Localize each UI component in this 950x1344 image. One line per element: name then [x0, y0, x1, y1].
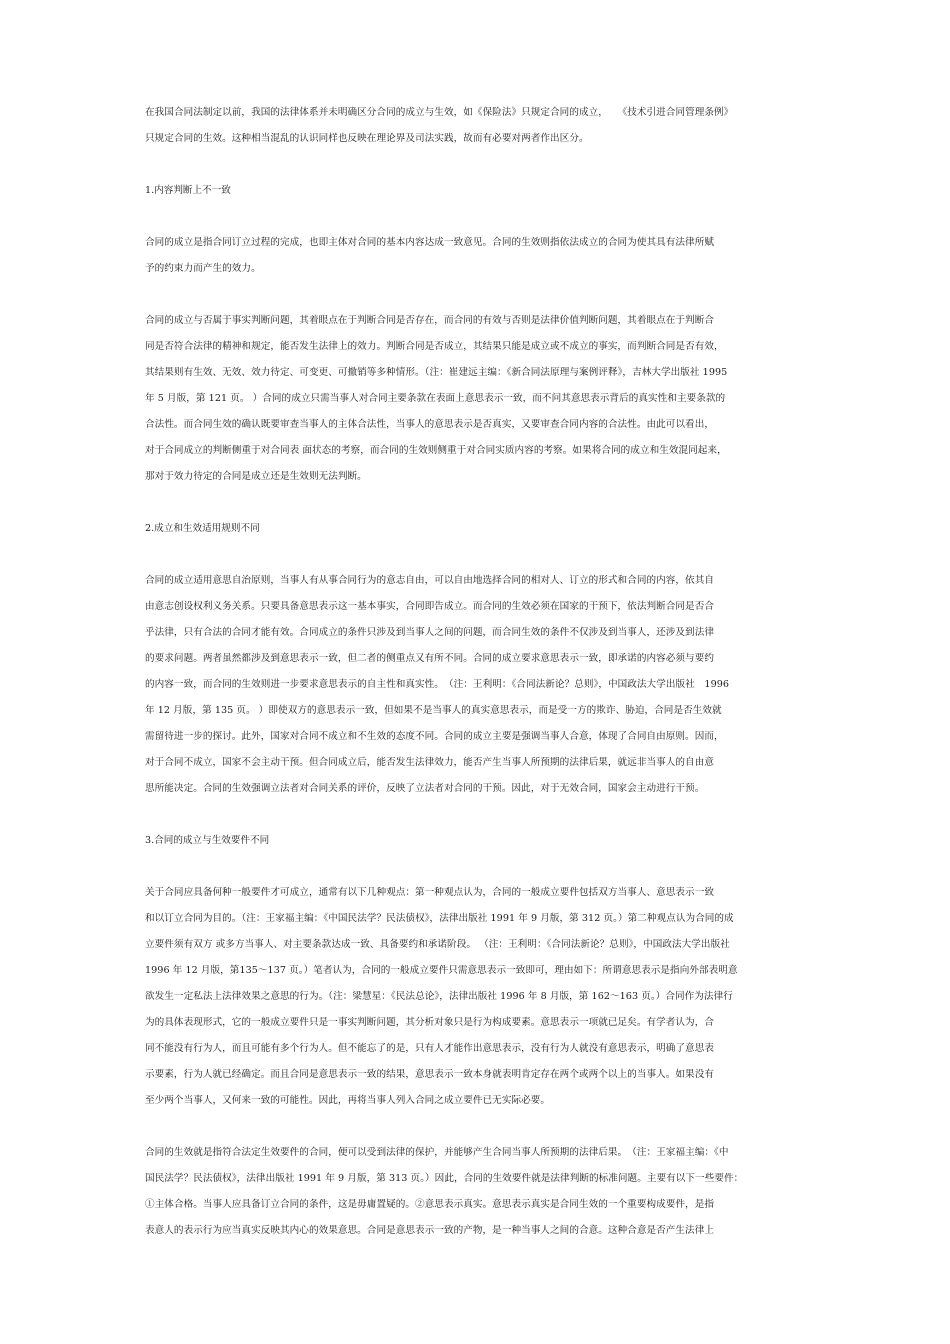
text-line: 为的具体表现形式，它的一般成立要件只是一事实判断问题，其分析对象只是行为构成要素。意思表示一项就已足矣。有学者认为，合 [145, 1017, 714, 1028]
text-line: 在我国合同法制定以前，我国的法律体系并未明确区分合同的成立与生效，如《保险法》只规定合同的成立， 《技术引进合同管理条例》 [145, 107, 734, 118]
text-line: 对于合同成立的判断侧重于对合同表 面状态的考察，而合同的生效则侧重于对合同实质内容的考察。如果将合同的成立和生效混同起来， [145, 445, 727, 456]
section-heading-2: 2.成立和生效适用规则不同 [145, 523, 260, 534]
section3-paragraph-2 [145, 1140, 810, 1244]
text-line: 合同的生效就是指符合法定生效要件的合同，便可以受到法律的保护，并能够产生合同当事人所预期的法律后果。 （注：王家福主编：《中 [145, 1147, 729, 1158]
document-page [145, 100, 810, 1244]
text-line: 关于合同应具备何种一般要件才可成立，通常有以下几种观点：第一种观点认为，合同的一般成立要件包括双方当事人、意思表示一致 [145, 887, 714, 898]
text-line: 国民法学？民法债权》，法律出版社 1991 年 9 月版，第 313 页。）因此，合同的生效要件就是法律判断的标准问题。主要有以下一些要件： [145, 1173, 744, 1184]
text-line: 同是否符合法律的精神和规定，能否发生法律上的效力。判断合同是否成立，其结果只能是成立或不成立的事实，而判断合同是否有效， [145, 341, 724, 352]
text-line: 表意人的表示行为应当真实反映其内心的效果意思。合同是意思表示一致的产物，是一种当事人之间的合意。这种合意是否产生法律上 [145, 1225, 714, 1236]
section2-paragraph-1 [145, 568, 810, 802]
text-line: 予的约束力而产生的效力。 [145, 263, 261, 274]
text-line: 欲发生一定私法上法律效果之意思的行为。（注：梁慧星：《民法总论》，法律出版社 1996 年 8 月版，第 162～163 页。）合同作为法律行 [145, 991, 733, 1002]
section3-paragraph-1 [145, 880, 810, 1114]
text-line: 的要求问题。两者虽然都涉及到意思表示一致，但二者的侧重点又有所不同。合同的成立要求意思表示一致，即承诺的内容必须与要约 [145, 653, 714, 664]
text-line: 对于合同不成立，国家不会主动干预。但合同成立后，能否发生法律效力，能否产生当事人所预期的法律后果，就远非当事人的自由意 [145, 757, 714, 768]
section1-paragraph-2 [145, 308, 810, 490]
text-line: 和以订立合同为目的。（注：王家福主编：《中国民法学？民法债权》，法律出版社 1991 年 9 月版，第 312 页。）第二种观点认为合同的成 [145, 913, 734, 924]
paragraph-gap [145, 490, 810, 516]
text-line: 那对于效力待定的合同是成立还是生效则无法判断。 [145, 471, 367, 482]
paragraph-gap [145, 282, 810, 308]
text-line: 思所能决定。合同的生效强调立法者对合同关系的评价，反映了立法者对合同的干预。因此，对于无效合同，国家会主动进行干预。 [145, 783, 705, 794]
text-line: 只规定合同的生效。这种相当混乱的认识同样也反映在理论界及司法实践，故而有必要对两者作出区分。 [145, 133, 589, 144]
text-line: 乎法律，只有合法的合同才能有效。合同成立的条件只涉及到当事人之间的问题，而合同生效的条件不仅涉及到当事人，还涉及到法律 [145, 627, 714, 638]
text-line: 同不能没有行为人，而且可能有多个行为人。但不能忘了的是，只有人才能作出意思表示，没有行为人就没有意思表示，明确了意思表 [145, 1043, 714, 1054]
intro-paragraph [145, 100, 810, 152]
text-line: 其结果则有生效、无效、效力待定、可变更、可撤销等多种情形。（注：崔建远主编：《新合同法原理与案例评释》，吉林大学出版社 1995 [145, 367, 728, 378]
text-line: 需留待进一步的探讨。此外，国家对合同不成立和不生效的态度不同。合同的成立主要是强调当事人合意，体现了合同自由原则。因而， [145, 731, 724, 742]
paragraph-gap [145, 802, 810, 828]
paragraph-gap [145, 1114, 810, 1140]
paragraph-gap [145, 152, 810, 178]
section-heading-1: 1.内容判断上不一致 [145, 185, 231, 196]
text-line: 年 12 月版，第 135 页。 ）即使双方的意思表示一致，但如果不是当事人的真实意思表示，而是受一方的欺诈、胁迫，合同是否生效就 [145, 705, 722, 716]
text-line: 由意志创设权利义务关系。只要具备意思表示这一基本事实，合同即告成立。而合同的生效必须在国家的干预下，依法判断合同是否合 [145, 601, 714, 612]
text-line: 立要件须有双方 或多方当事人、对主要条款达成一致、具备要约和承诺阶段。 （注：王利明：《合同法新论？总则》，中国政法大学出版社 [145, 939, 730, 950]
section1-paragraph-1 [145, 230, 810, 282]
paragraph-gap [145, 204, 810, 230]
section-heading-3: 3.合同的成立与生效要件不同 [145, 835, 270, 846]
text-line: 的内容一致，而合同的生效则进一步要求意思表示的自主性和真实性。 （注：王利明：《合同法新论？总则》，中国政法大学出版社 1996 [145, 679, 730, 690]
text-line: ①主体合格。当事人应具备订立合同的条件，这是毋庸置疑的。②意思表示真实。意思表示真实是合同生效的一个重要构成要件，是指 [145, 1199, 714, 1210]
text-line: 年 5 月版，第 121 页。 ）合同的成立只需当事人对合同主要条款在表面上意思表示一致，而不问其意思表示背后的真实性和主要条款的 [145, 393, 726, 404]
text-line: 1996 年 12 月版，第135～137 页。）笔者认为，合同的一般成立要件只需意思表示一致即可，理由如下：所谓意思表示是指向外部表明意 [145, 965, 738, 976]
text-line: 合同的成立适用意思自治原则，当事人有从事合同行为的意志自由，可以自由地选择合同的相对人、订立的形式和合同的内容，依其自 [145, 575, 714, 586]
text-line: 合同的成立是指合同订立过程的完成，也即主体对合同的基本内容达成一致意见。合同的生效则指依法成立的合同为使其具有法律所赋 [145, 237, 714, 248]
paragraph-gap [145, 542, 810, 568]
text-line: 合同的成立与否属于事实判断问题，其着眼点在于判断合同是否存在，而合同的有效与否则是法律价值判断问题，其着眼点在于判断合 [145, 315, 714, 326]
paragraph-gap [145, 854, 810, 880]
text-line: 至少两个当事人，又何来一致的可能性。因此，再将当事人列入合同之成立要件已无实际必要。 [145, 1095, 551, 1106]
text-line: 示要素，行为人就已经确定。而且合同是意思表示一致的结果，意思表示一致本身就表明肯定存在两个或两个以上的当事人。如果没有 [145, 1069, 714, 1080]
text-line: 合法性。而合同生效的确认既要审查当事人的主体合法性，当事人的意思表示是否真实，又要审查合同内容的合法性。由此可以看出， [145, 419, 714, 430]
